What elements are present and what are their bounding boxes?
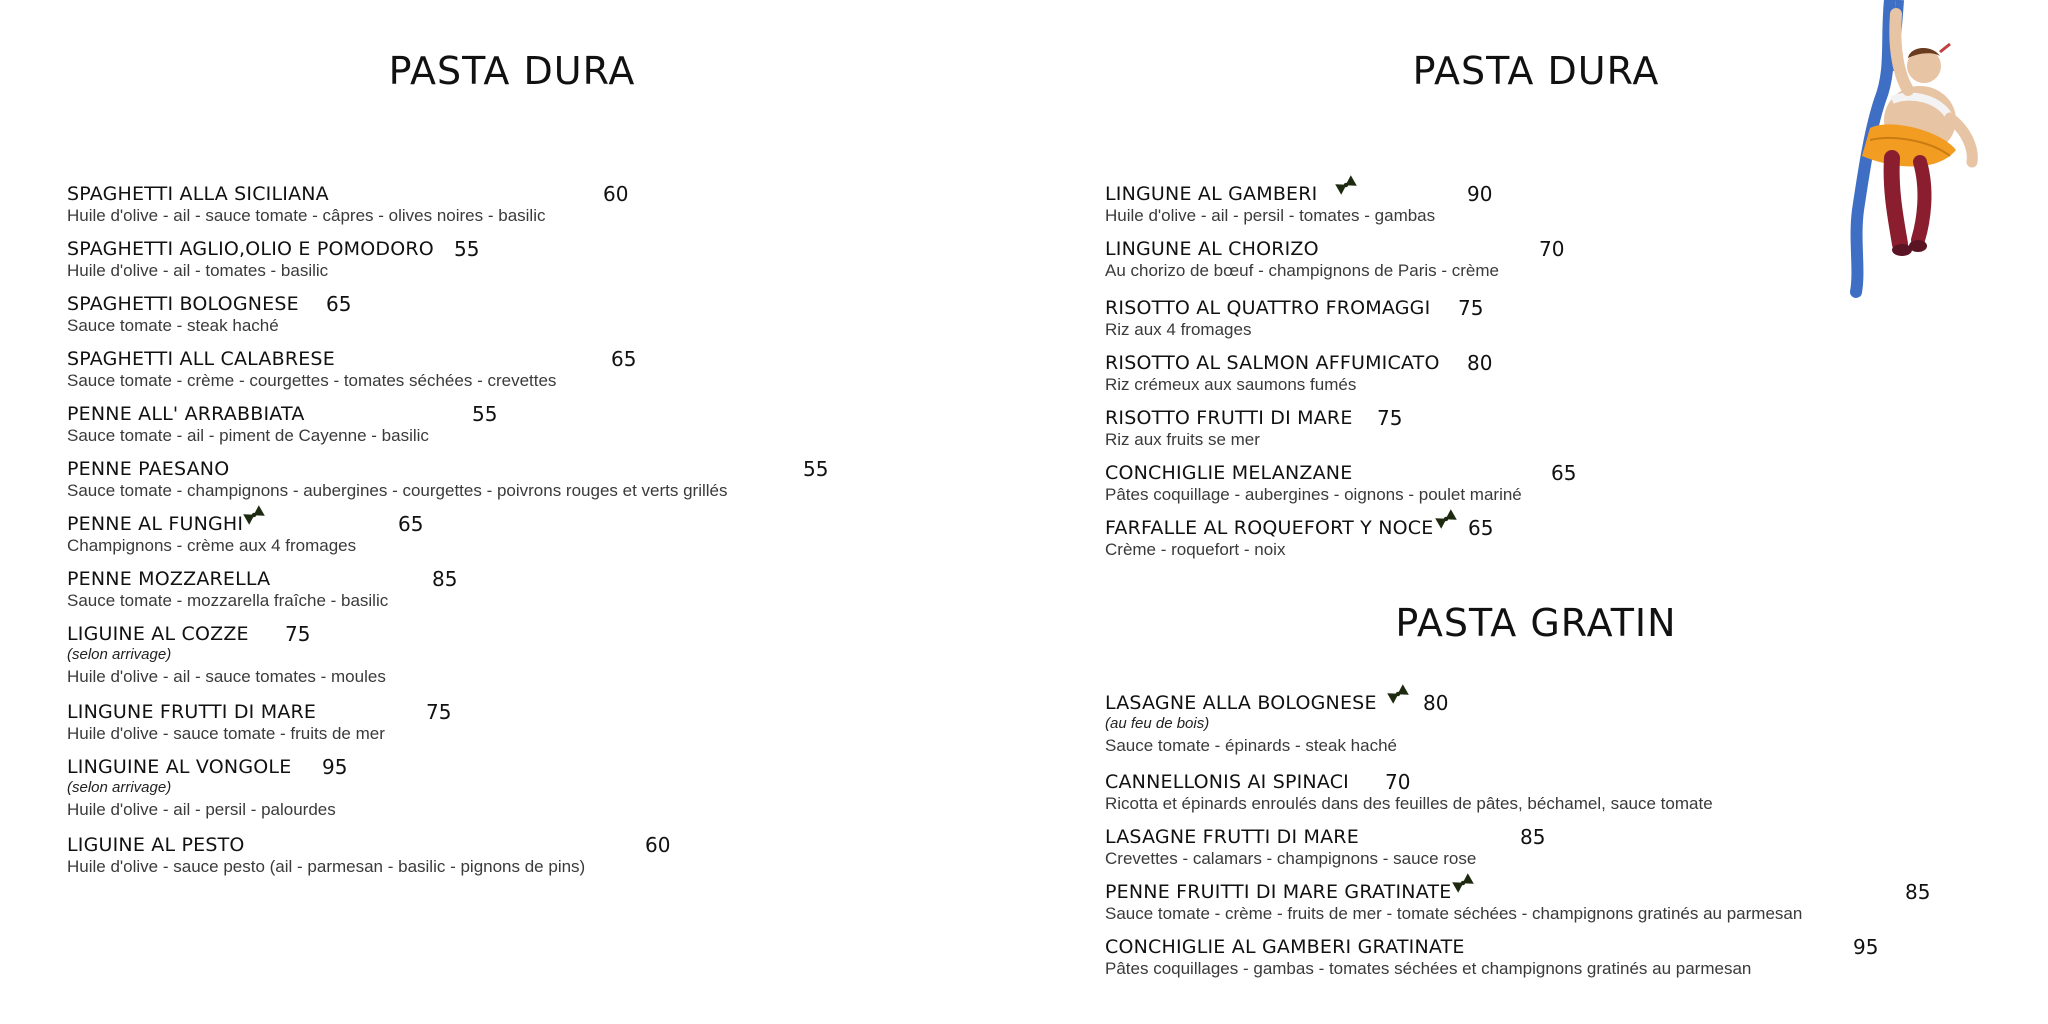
dish-description: Crème - roquefort - noix <box>1105 540 1286 559</box>
dish-name: LINGUNE FRUTTI DI MARE <box>67 701 317 723</box>
dish-name: LIGUINE AL PESTO <box>67 834 245 856</box>
dish-name: LIGUINE AL COZZE <box>67 623 249 645</box>
dish-description: Huile d'olive - ail - tomates - basilic <box>67 261 329 280</box>
dish-name: CONCHIGLIE AL GAMBERI GRATINATE <box>1105 936 1465 958</box>
dish-name: PENNE ALL' ARRABBIATA <box>67 403 305 425</box>
dish-description: Sauce tomate - épinards - steak haché <box>1105 736 1397 755</box>
dish-description: Huile d'olive - ail - persil - tomates - gambas <box>1105 206 1436 225</box>
dish-note: (selon arrivage) <box>67 779 172 796</box>
dish-price: 75 <box>285 622 311 646</box>
dish-description: Huile d'olive - sauce tomate - fruits de mer <box>67 724 385 743</box>
dish-name: RISOTTO AL SALMON AFFUMICATO <box>1105 352 1440 374</box>
dish-description: Pâtes coquillage - aubergines - oignons - poulet mariné <box>1105 485 1522 504</box>
dish-price: 95 <box>322 755 348 779</box>
dish-price: 65 <box>326 292 352 316</box>
dish-description: Champignons - crème aux 4 fromages <box>67 536 357 555</box>
dish-description: Huile d'olive - ail - persil - palourdes <box>67 800 336 819</box>
dish-name: SPAGHETTI ALLA SICILIANA <box>67 183 329 205</box>
dish-price: 85 <box>1520 825 1546 849</box>
bow-tie-pasta-icon <box>1387 684 1409 704</box>
dish-price: 70 <box>1385 770 1411 794</box>
acrobat-figure-icon <box>1800 0 1980 300</box>
dish-name: SPAGHETTI ALL CALABRESE <box>67 348 335 370</box>
dish-description: Sauce tomate - steak haché <box>67 316 279 335</box>
dish-description: Huile d'olive - ail - sauce tomate - câpres - olives noires - basilic <box>67 206 546 225</box>
bow-tie-pasta-icon <box>1435 509 1457 529</box>
dish-name: SPAGHETTI AGLIO,OLIO E POMODORO <box>67 238 434 260</box>
dish-price: 70 <box>1539 237 1565 261</box>
dish-name: FARFALLE AL ROQUEFORT Y NOCE <box>1105 517 1434 539</box>
dish-name: PENNE MOZZARELLA <box>67 568 271 590</box>
dish-description: Ricotta et épinards enroulés dans des feuilles de pâtes, béchamel, sauce tomate <box>1105 794 1713 813</box>
dish-price: 75 <box>1377 406 1403 430</box>
dish-description: Sauce tomate - crème - fruits de mer - tomate séchées - champignons gratinés au parmesan <box>1105 904 1803 923</box>
dish-note: (au feu de bois) <box>1105 715 1210 732</box>
bow-tie-pasta-icon <box>1335 175 1357 195</box>
dish-name: LINGUNE AL GAMBERI <box>1105 183 1318 205</box>
dish-description: Riz aux fruits se mer <box>1105 430 1260 449</box>
dish-name: PENNE PAESANO <box>67 458 230 480</box>
dish-description: Sauce tomate - champignons - aubergines - courgettes - poivrons rouges et verts grillés <box>67 481 728 500</box>
dish-name: PENNE FRUITTI DI MARE GRATINATE <box>1105 881 1452 903</box>
dish-name: LASAGNE FRUTTI DI MARE <box>1105 826 1359 848</box>
dish-price: 65 <box>611 347 637 371</box>
dish-description: Au chorizo de bœuf - champignons de Paris - crème <box>1105 261 1500 280</box>
dish-description: Riz crémeux aux saumons fumés <box>1105 375 1357 394</box>
section-title-gratin: PASTA GRATIN <box>1395 601 1677 645</box>
dish-price: 85 <box>432 567 458 591</box>
dish-description: Huile d'olive - ail - sauce tomates - moules <box>67 667 386 686</box>
dish-description: Crevettes - calamars - champignons - sauce rose <box>1105 849 1477 868</box>
dish-description: Pâtes coquillages - gambas - tomates séchées et champignons gratinés au parmesan <box>1105 959 1752 978</box>
dish-price: 55 <box>454 237 480 261</box>
dish-name: SPAGHETTI BOLOGNESE <box>67 293 299 315</box>
dish-description: Sauce tomate - ail - piment de Cayenne - basilic <box>67 426 429 445</box>
dish-price: 55 <box>803 457 829 481</box>
dish-price: 90 <box>1467 182 1493 206</box>
dish-name: RISOTTO FRUTTI DI MARE <box>1105 407 1353 429</box>
page-title: PASTA DURA <box>388 49 636 93</box>
dish-price: 60 <box>603 182 629 206</box>
dish-price: 65 <box>1551 461 1577 485</box>
dish-price: 95 <box>1853 935 1879 959</box>
dish-name: LINGUINE AL VONGOLE <box>67 756 292 778</box>
dish-name: RISOTTO AL QUATTRO FROMAGGI <box>1105 297 1431 319</box>
dish-name: LINGUNE AL CHORIZO <box>1105 238 1319 260</box>
dish-name: CONCHIGLIE MELANZANE <box>1105 462 1353 484</box>
dish-price: 80 <box>1467 351 1493 375</box>
dish-note: (selon arrivage) <box>67 646 172 663</box>
dish-price: 80 <box>1423 691 1449 715</box>
dish-description: Riz aux 4 fromages <box>1105 320 1252 339</box>
dish-name: LASAGNE ALLA BOLOGNESE <box>1105 692 1377 714</box>
dish-price: 75 <box>1458 296 1484 320</box>
dish-name: PENNE AL FUNGHI <box>67 513 244 535</box>
dish-price: 75 <box>426 700 452 724</box>
dish-description: Sauce tomate - mozzarella fraîche - basilic <box>67 591 389 610</box>
bow-tie-pasta-icon <box>243 505 265 525</box>
dish-price: 60 <box>645 833 671 857</box>
bow-tie-pasta-icon <box>1452 873 1474 893</box>
dish-name: CANNELLONIS AI SPINACI <box>1105 771 1349 793</box>
dish-price: 85 <box>1905 880 1931 904</box>
dish-description: Sauce tomate - crème - courgettes - tomates séchées - crevettes <box>67 371 557 390</box>
dish-description: Huile d'olive - sauce pesto (ail - parmesan - basilic - pignons de pins) <box>67 857 586 876</box>
dish-price: 55 <box>472 402 498 426</box>
dish-price: 65 <box>398 512 424 536</box>
dish-price: 65 <box>1468 516 1494 540</box>
page-title: PASTA DURA <box>1412 49 1660 93</box>
